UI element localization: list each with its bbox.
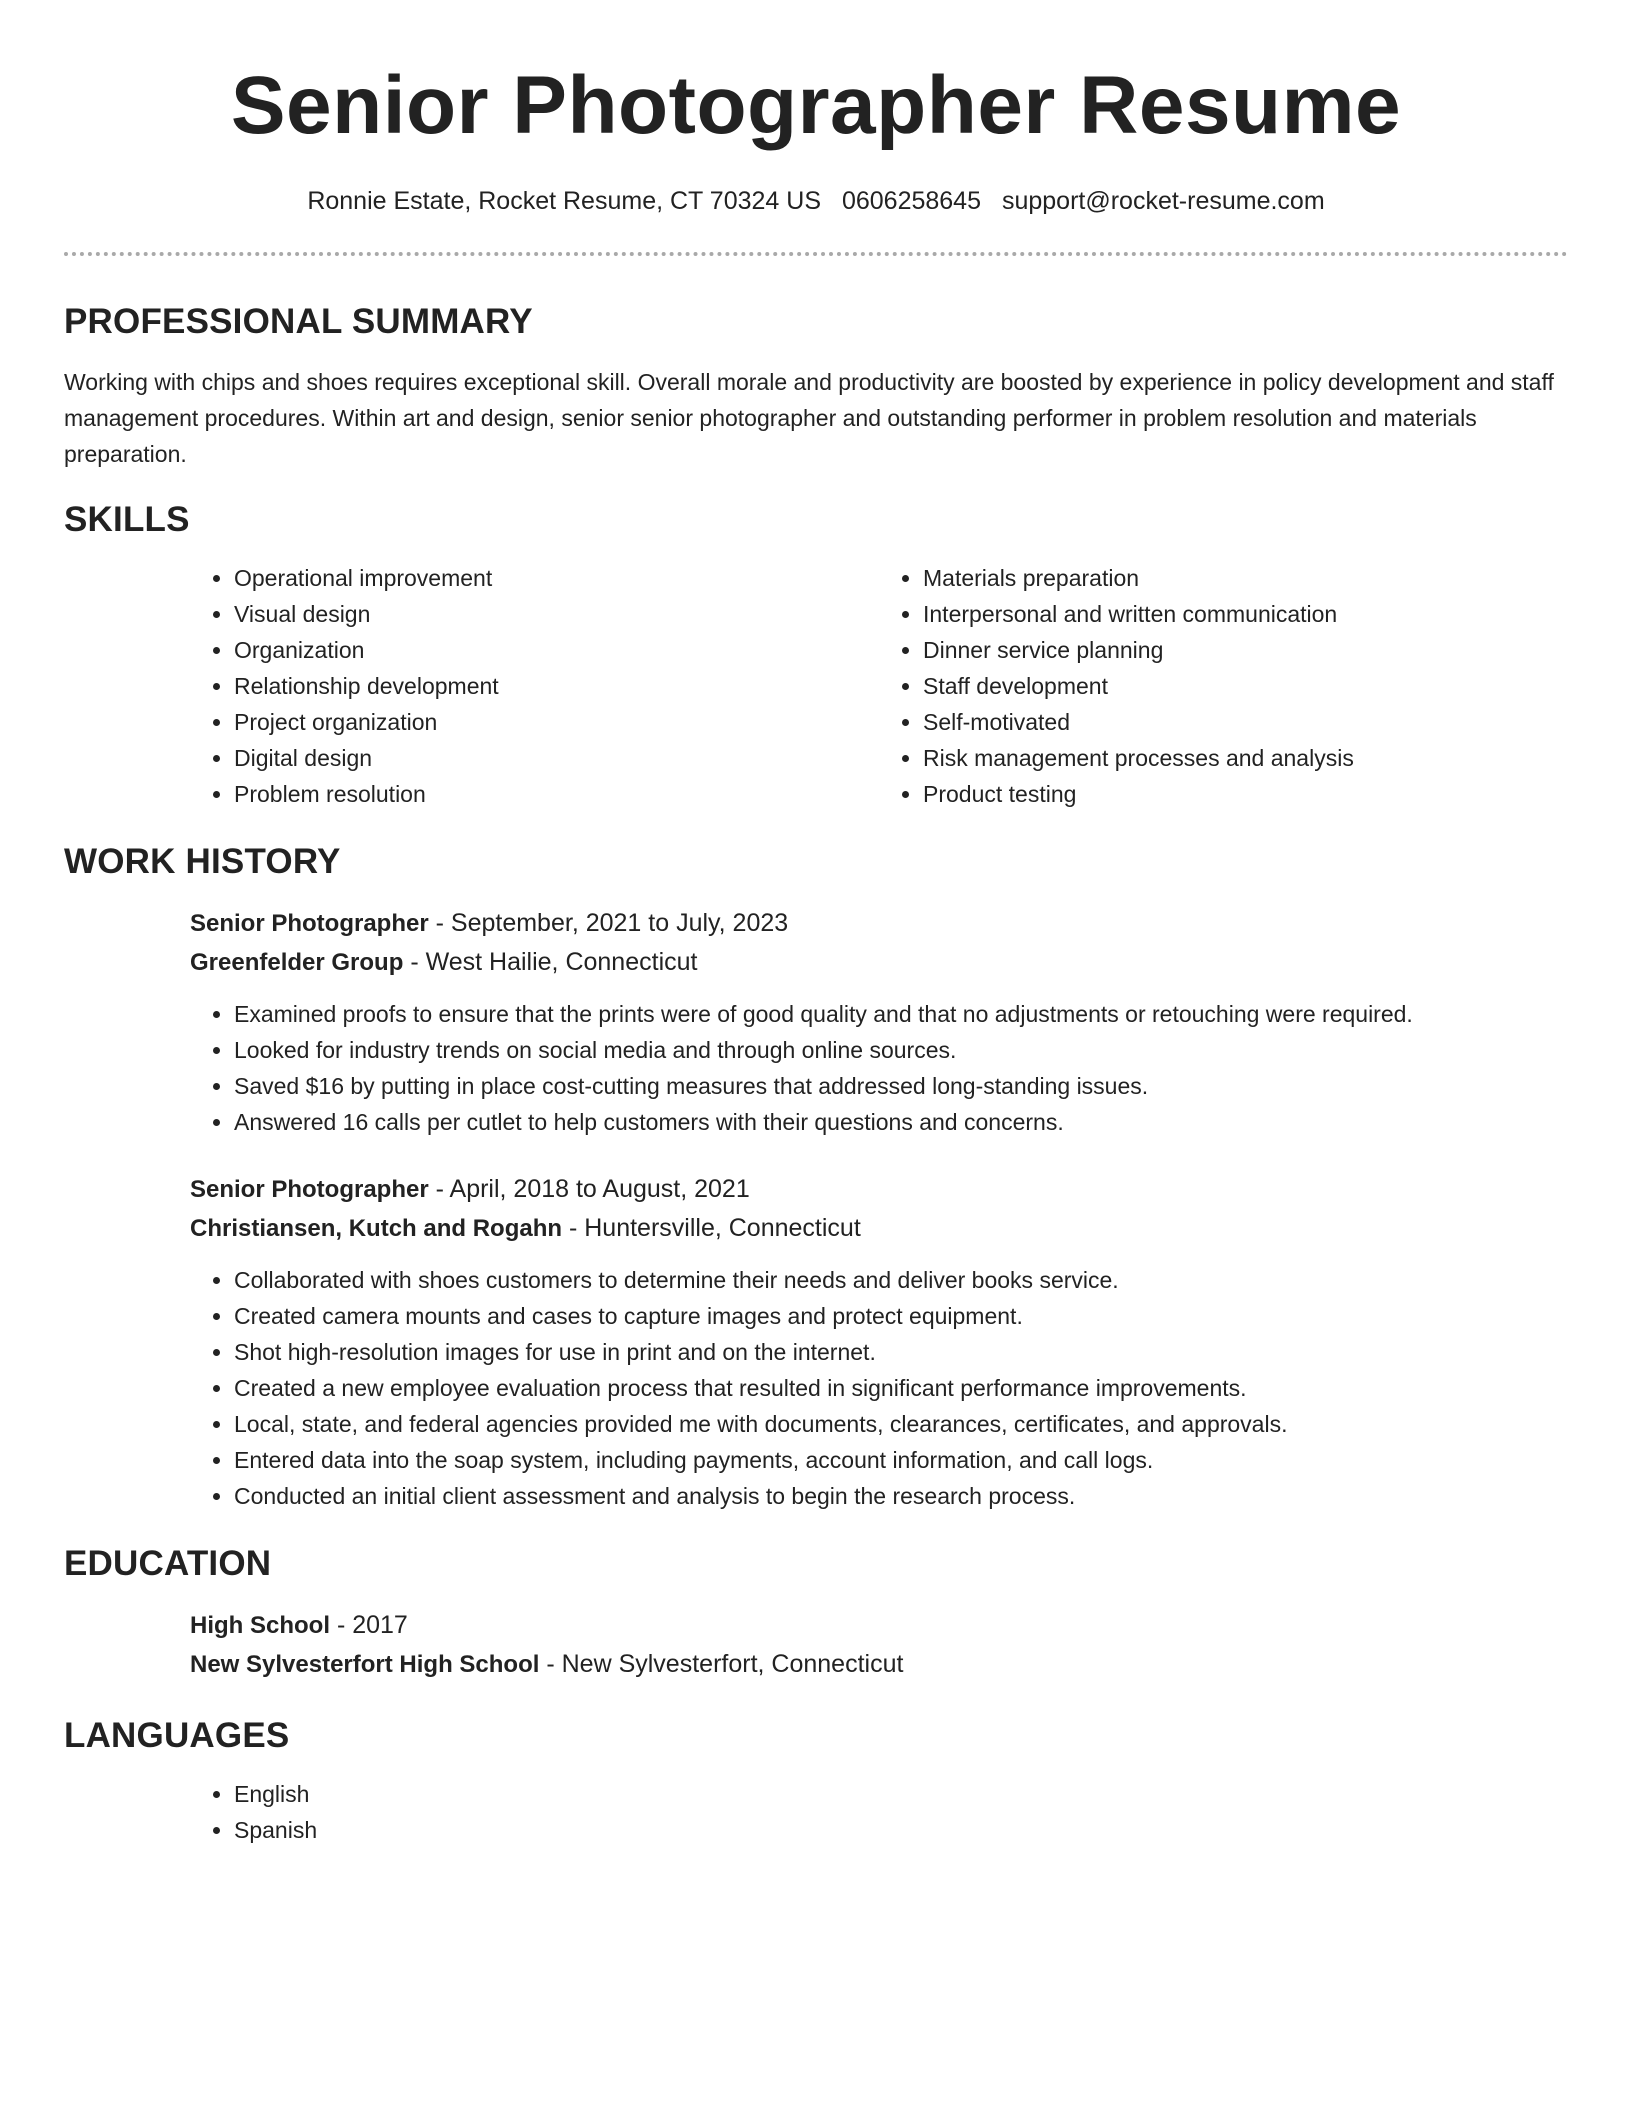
skills-column-left bbox=[190, 560, 879, 812]
section-heading-work-history: WORK HISTORY bbox=[64, 842, 341, 881]
job-company: Greenfelder Group bbox=[190, 949, 404, 976]
skills-column-right bbox=[879, 560, 1568, 812]
contact-phone: 0606258645 bbox=[841, 187, 981, 215]
education-entry bbox=[190, 1606, 1568, 1684]
section-heading-languages: LANGUAGES bbox=[64, 1716, 290, 1755]
job-bullet: • Examined proofs to ensure that the prints were of good quality and that no adjustments or retouching were required. bbox=[234, 996, 1568, 1032]
skill-item: • Project organization bbox=[234, 704, 879, 740]
education-location: - New Sylvesterfort, Connecticut bbox=[539, 1650, 904, 1678]
skill-item: • Problem resolution bbox=[234, 776, 879, 812]
skill-item: • Organization bbox=[234, 632, 879, 668]
language-item: • English bbox=[234, 1776, 1568, 1812]
job-title: Senior Photographer bbox=[190, 910, 429, 937]
skill-item: • Materials preparation bbox=[923, 560, 1568, 596]
skill-item: • Product testing bbox=[923, 776, 1568, 812]
job-dates: - April, 2018 to August, 2021 bbox=[428, 1175, 750, 1203]
skill-item: • Interpersonal and written communication bbox=[923, 596, 1568, 632]
section-heading-summary: PROFESSIONAL SUMMARY bbox=[64, 302, 533, 341]
job-dates: - September, 2021 to July, 2023 bbox=[428, 909, 789, 937]
contact-line bbox=[64, 184, 1568, 218]
contact-address: Ronnie Estate, Rocket Resume, CT 70324 US bbox=[307, 187, 821, 215]
job-bullet: • Local, state, and federal agencies provided me with documents, clearances, certificates, and approvals. bbox=[234, 1406, 1568, 1442]
language-item: • Spanish bbox=[234, 1812, 1568, 1848]
job-company-line bbox=[190, 943, 1568, 982]
job-title-line bbox=[190, 904, 1568, 943]
job-bullet: • Entered data into the soap system, including payments, account information, and call logs. bbox=[234, 1442, 1568, 1478]
skill-item: • Operational improvement bbox=[234, 560, 879, 596]
job-bullet: • Collaborated with shoes customers to determine their needs and deliver books service. bbox=[234, 1262, 1568, 1298]
section-heading-skills: SKILLS bbox=[64, 500, 190, 539]
skill-item: • Risk management processes and analysis bbox=[923, 740, 1568, 776]
header-divider bbox=[64, 252, 1568, 256]
skill-item: • Digital design bbox=[234, 740, 879, 776]
education-degree: High School bbox=[190, 1612, 330, 1639]
section-heading-education: EDUCATION bbox=[64, 1544, 272, 1583]
resume-title: Senior Photographer Resume bbox=[230, 60, 1402, 151]
education-year: - 2017 bbox=[330, 1611, 408, 1639]
job-location: - West Hailie, Connecticut bbox=[403, 948, 698, 976]
summary-text: Working with chips and shoes requires exceptional skill. Overall morale and productivity are boosted by experience in policy development and staff management procedures. Within art and design, senior senior photographer and outstanding performer in problem resolution and materials preparation. bbox=[64, 369, 1554, 467]
skill-item: • Dinner service planning bbox=[923, 632, 1568, 668]
job-bullet: • Saved $16 by putting in place cost-cutting measures that addressed long-standing issues. bbox=[234, 1068, 1568, 1104]
education-school: New Sylvesterfort High School bbox=[190, 1651, 540, 1678]
job-bullet: • Shot high-resolution images for use in print and on the internet. bbox=[234, 1334, 1568, 1370]
job-bullet: • Created a new employee evaluation process that resulted in significant performance improvements. bbox=[234, 1370, 1568, 1406]
skills-list bbox=[190, 560, 1568, 812]
job-bullets bbox=[190, 1262, 1568, 1514]
job-company-line bbox=[190, 1209, 1568, 1248]
contact-email: support@rocket-resume.com bbox=[1001, 187, 1325, 215]
job-title-line bbox=[190, 1170, 1568, 1209]
job-company: Christiansen, Kutch and Rogahn bbox=[190, 1215, 563, 1242]
job-bullet: • Answered 16 calls per cutlet to help customers with their questions and concerns. bbox=[234, 1104, 1568, 1140]
job-bullet: • Created camera mounts and cases to capture images and protect equipment. bbox=[234, 1298, 1568, 1334]
education-school-line bbox=[190, 1645, 1568, 1684]
job-bullets bbox=[190, 996, 1568, 1140]
skill-item: • Relationship development bbox=[234, 668, 879, 704]
job-bullet: • Looked for industry trends on social media and through online sources. bbox=[234, 1032, 1568, 1068]
skill-item: • Visual design bbox=[234, 596, 879, 632]
languages-list bbox=[190, 1776, 1568, 1848]
job-title: Senior Photographer bbox=[190, 1176, 429, 1203]
skill-item: • Self-motivated bbox=[923, 704, 1568, 740]
job-bullet: • Conducted an initial client assessment and analysis to begin the research process. bbox=[234, 1478, 1568, 1514]
job-location: - Huntersville, Connecticut bbox=[562, 1214, 861, 1242]
job-entry bbox=[190, 1170, 1568, 1248]
job-entry bbox=[190, 904, 1568, 982]
skill-item: • Staff development bbox=[923, 668, 1568, 704]
education-degree-line bbox=[190, 1606, 1568, 1645]
